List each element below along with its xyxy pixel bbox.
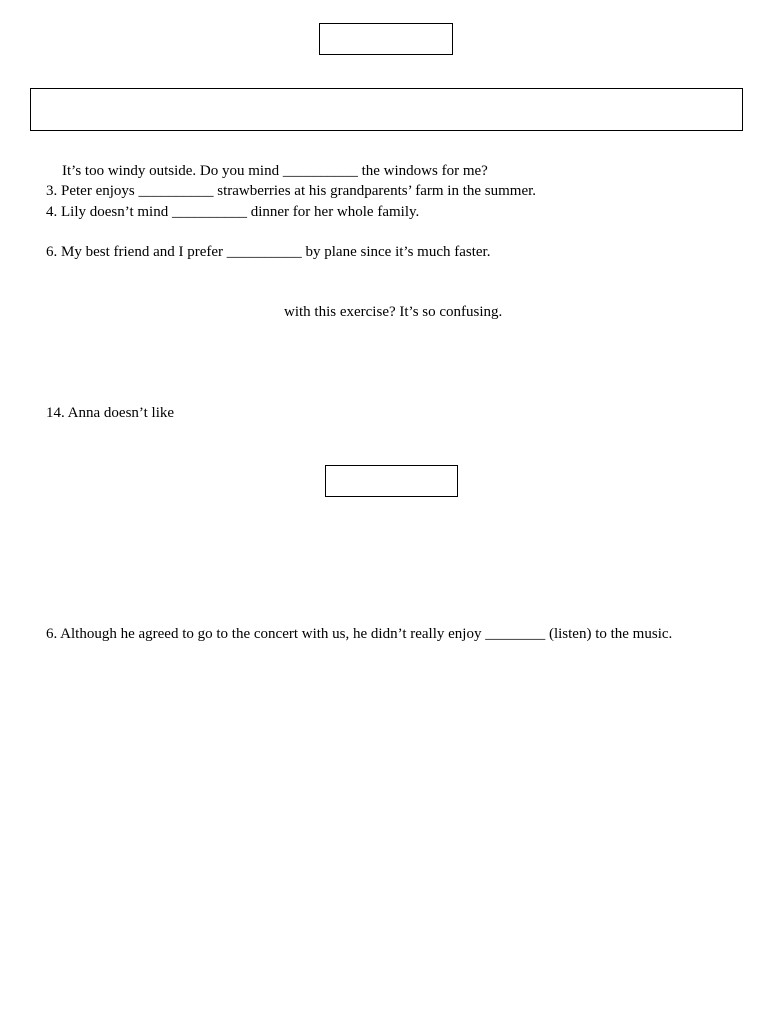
exercise-line: 6. Although he agreed to go to the concert with us, he didn’t really enjoy ________ (listen) to the music. xyxy=(46,626,673,642)
exercise-line: 14. Anna doesn’t like xyxy=(46,405,175,421)
section1-instruction-box xyxy=(30,88,743,131)
exercise-line: It’s too windy outside. Do you mind __________ the windows for me? xyxy=(62,163,488,179)
section1-title-box xyxy=(319,23,453,55)
exercise-line: 3. Peter enjoys __________ strawberries at his grandparents’ farm in the summer. xyxy=(46,183,537,199)
exercise-line: 4. Lily doesn’t mind __________ dinner for her whole family. xyxy=(46,204,420,220)
exercise-line: with this exercise? It’s so confusing. xyxy=(284,304,503,320)
section2-title-box xyxy=(325,465,458,497)
exercise-line: 6. My best friend and I prefer __________ by plane since it’s much faster. xyxy=(46,244,491,260)
